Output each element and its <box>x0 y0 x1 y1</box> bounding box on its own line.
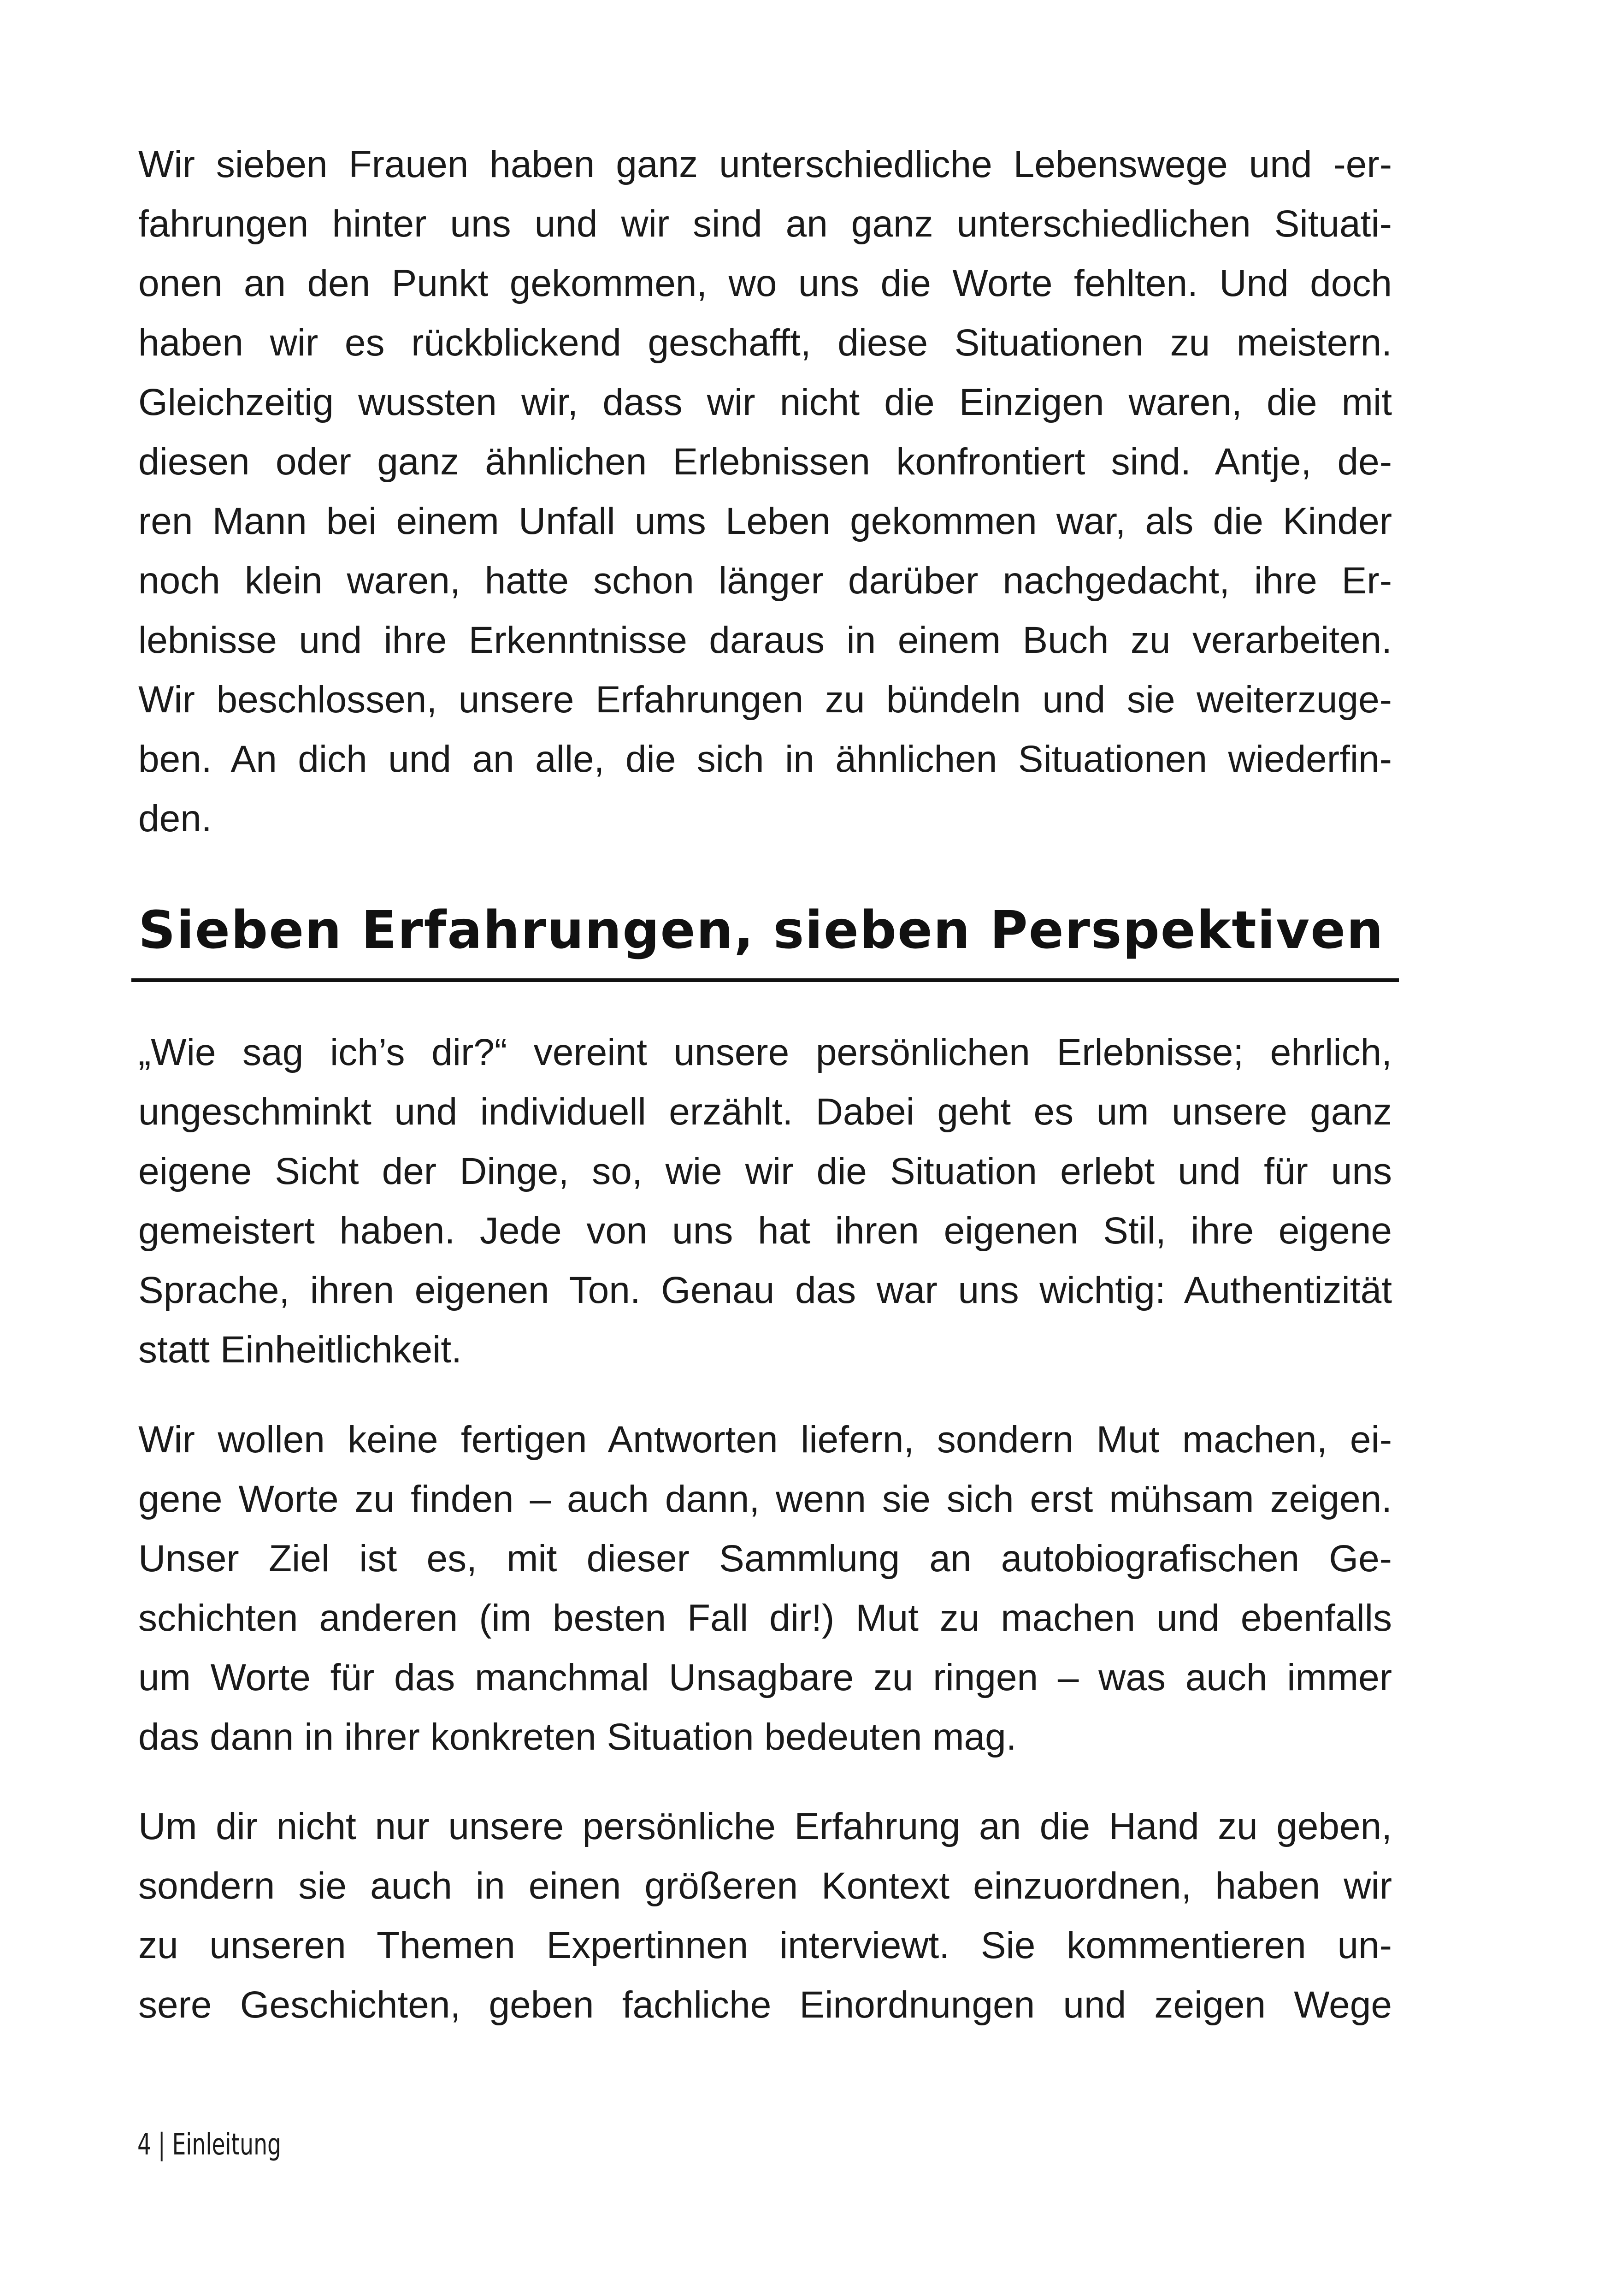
paragraph-intro <box>138 135 1392 848</box>
text-line: haben wir es rückblickend geschafft, diese Situationen zu meistern. <box>138 322 1392 364</box>
text-line: statt Einheitlichkeit. <box>138 1329 462 1371</box>
text-line: Sprache, ihren eigenen Ton. Genau das war uns wichtig: Authentizität <box>138 1269 1392 1311</box>
text-line: diesen oder ganz ähnlichen Erlebnissen konfrontiert sind. Antje, de- <box>138 441 1392 483</box>
text-line: eigene Sicht der Dinge, so, wie wir die Situation erlebt und für uns <box>138 1150 1392 1192</box>
text-line: den. <box>138 798 212 840</box>
text-line: noch klein waren, hatte schon länger darüber nachgedacht, ihre Er- <box>138 560 1392 602</box>
paragraph-perspectives <box>138 1023 1392 1379</box>
text-line: onen an den Punkt gekommen, wo uns die Worte fehlten. Und doch <box>138 262 1392 304</box>
text-line: gene Worte zu finden – auch dann, wenn sie sich erst mühsam zeigen. <box>138 1478 1392 1520</box>
heading-underline-rule <box>131 978 1399 982</box>
footer-separator: | <box>158 2128 165 2162</box>
text-line: Wir wollen keine fertigen Antworten liefern, sondern Mut machen, ei- <box>138 1419 1392 1461</box>
text-line: um Worte für das manchmal Unsagbare zu ringen – was auch immer <box>138 1657 1392 1698</box>
text-line: gemeistert haben. Jede von uns hat ihren eigenen Stil, ihre eigene <box>138 1210 1392 1252</box>
text-line: ren Mann bei einem Unfall ums Leben gekommen war, als die Kinder <box>138 500 1392 542</box>
text-line: Unser Ziel ist es, mit dieser Sammlung an autobiografischen Ge- <box>138 1538 1392 1580</box>
text-line: ben. An dich und an alle, die sich in ähnlichen Situationen wiederfin- <box>138 738 1392 780</box>
paragraph-experts <box>138 1797 1392 2035</box>
text-line: Wir sieben Frauen haben ganz unterschiedliche Lebenswege und -er- <box>138 143 1392 185</box>
section-heading-block <box>131 898 1399 982</box>
text-line: Gleichzeitig wussten wir, dass wir nicht die Einzigen waren, die mit <box>138 381 1392 423</box>
text-line: ungeschminkt und individuell erzählt. Dabei geht es um unsere ganz <box>138 1091 1392 1133</box>
section-heading: Sieben Erfahrungen, sieben Perspektiven <box>138 900 1384 960</box>
text-line: fahrungen hinter uns und wir sind an ganz unterschiedlichen Situati- <box>138 203 1392 245</box>
text-line: Wir beschlossen, unsere Erfahrungen zu bündeln und sie weiterzuge- <box>138 679 1392 721</box>
page-footer <box>137 2126 281 2163</box>
paragraph-goal <box>138 1410 1392 1767</box>
text-line: lebnisse und ihre Erkenntnisse daraus in einem Buch zu verarbeiten. <box>138 619 1392 661</box>
text-line: „Wie sag ich’s dir?“ vereint unsere persönlichen Erlebnisse; ehrlich, <box>138 1031 1392 1073</box>
page-number: 4 <box>137 2128 152 2162</box>
chapter-title: Einleitung <box>172 2128 281 2162</box>
text-line: zu unseren Themen Expertinnen interviewt. Sie kommentieren un- <box>138 1924 1392 1966</box>
text-line: schichten anderen (im besten Fall dir!) Mut zu machen und ebenfalls <box>138 1597 1392 1639</box>
text-line: sondern sie auch in einen größeren Kontext einzuordnen, haben wir <box>138 1865 1392 1907</box>
text-line: sere Geschichten, geben fachliche Einordnungen und zeigen Wege <box>138 1984 1392 2026</box>
text-line: Um dir nicht nur unsere persönliche Erfahrung an die Hand zu geben, <box>138 1805 1392 1847</box>
text-line: das dann in ihrer konkreten Situation bedeuten mag. <box>138 1716 1017 1758</box>
